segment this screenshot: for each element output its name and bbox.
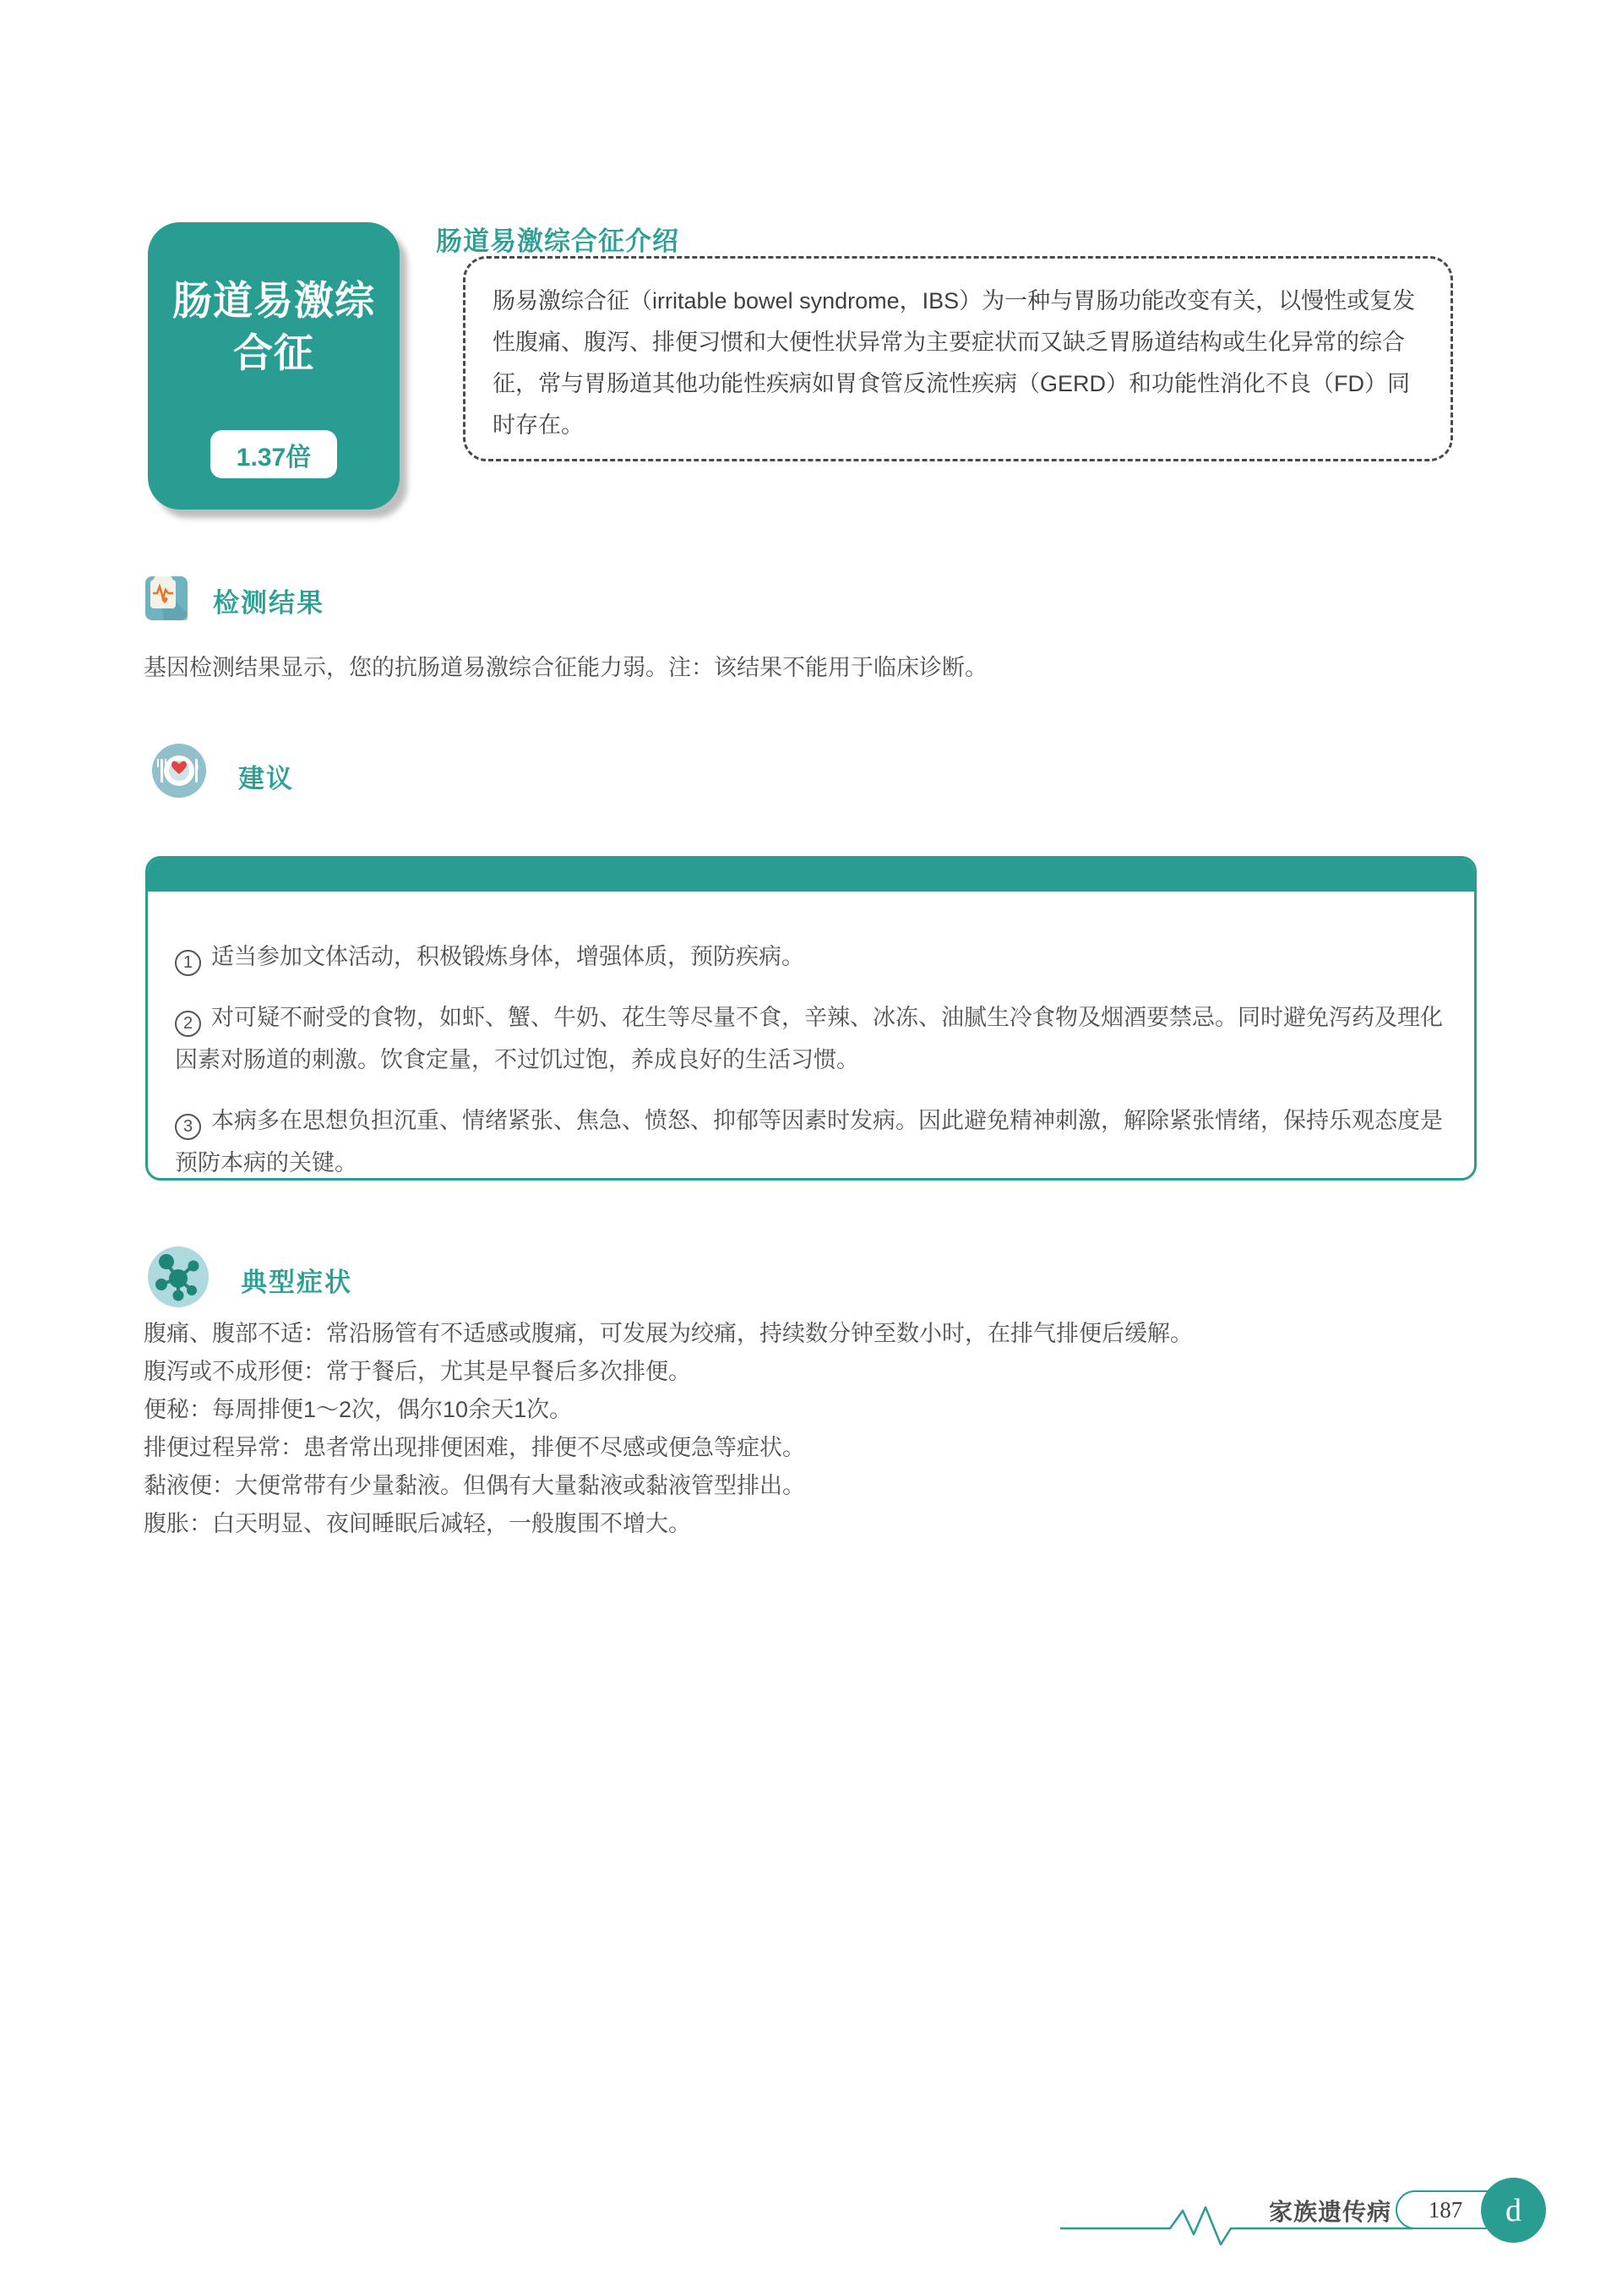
advice-item [175,935,1445,978]
symptom-line: 便秘：每周排便1～2次，偶尔10余天1次。 [144,1397,573,1422]
section-heading-symptoms: 典型症状 [241,1268,352,1297]
symptom-line: 腹痛、腹部不适：常沿肠管有不适感或腹痛，可发展为绞痛，持续数分钟至数小时，在排气排便后缓解。 [144,1321,1193,1346]
molecule-icon [148,1246,209,1312]
disease-card-title [148,275,400,379]
page-number-pill: 187 [1396,2190,1516,2229]
circled-number-icon: 3 [175,1114,201,1140]
intro-box [463,256,1453,461]
disease-card-title-line1: 肠道易激综 [172,278,375,323]
advice-item [175,1099,1445,1181]
advice-box-header-bar [148,859,1474,892]
advice-item-text: 适当参加文体活动，积极锻炼身体，增强体质，预防疾病。 [211,944,804,969]
advice-item [175,996,1445,1081]
circled-number-icon: 1 [175,950,201,976]
ecg-monitor-icon [145,575,189,626]
intro-text: 肠易激综合征（irritable bowel syndrome，IBS）为一种与胃肠功能改变有关，以慢性或复发性腹痛、腹泻、排便习惯和大便性状异常为主要症状而又缺乏胃肠道结构或生化异常的综合征，常与胃肠道其他功能性疾病如胃食管反流性疾病（GERD）和功能性消化不良（FD）同时存在。 [493,288,1416,438]
section-tab-circle: d [1481,2178,1546,2243]
advice-box [145,856,1477,1181]
symptom-line: 腹胀：白天明显、夜间睡眠后减轻，一般腹围不增大。 [144,1511,691,1536]
advice-item-text: 本病多在思想负担沉重、情绪紧张、焦急、愤怒、抑郁等因素时发病。因此避免精神刺激，解除紧张情绪，保持乐观态度是预防本病的关键。 [175,1108,1443,1175]
risk-multiplier-badge: 1.37倍 [210,430,337,478]
symptom-line: 黏液便：大便常带有少量黏液。但偶有大量黏液或黏液管型排出。 [144,1473,805,1498]
intro-heading: 肠道易激综合征介绍 [436,226,679,256]
symptom-line: 腹泻或不成形便：常于餐后，尤其是早餐后多次排便。 [144,1359,691,1384]
diet-plate-icon [152,744,206,802]
symptom-line: 排便过程异常：患者常出现排便困难，排便不尽感或便急等症状。 [144,1435,805,1460]
advice-item-text: 对可疑不耐受的食物，如虾、蟹、牛奶、花生等尽量不食，辛辣、冰冻、油腻生冷食物及烟酒要禁忌。同时避免泻药及理化因素对肠道的刺激。饮食定量，不过饥过饱，养成良好的生活习惯。 [175,1005,1443,1072]
section-heading-advice: 建议 [238,764,294,794]
result-text: 基因检测结果显示，您的抗肠道易激综合征能力弱。注：该结果不能用于临床诊断。 [144,655,988,680]
disease-card-title-line2: 合征 [233,330,314,375]
symptoms-list [144,1315,1495,1543]
circled-number-icon: 2 [175,1011,201,1037]
section-heading-result: 检测结果 [213,588,324,618]
disease-card [148,222,400,510]
footer-category-label: 家族遗传病 [1269,2199,1392,2225]
